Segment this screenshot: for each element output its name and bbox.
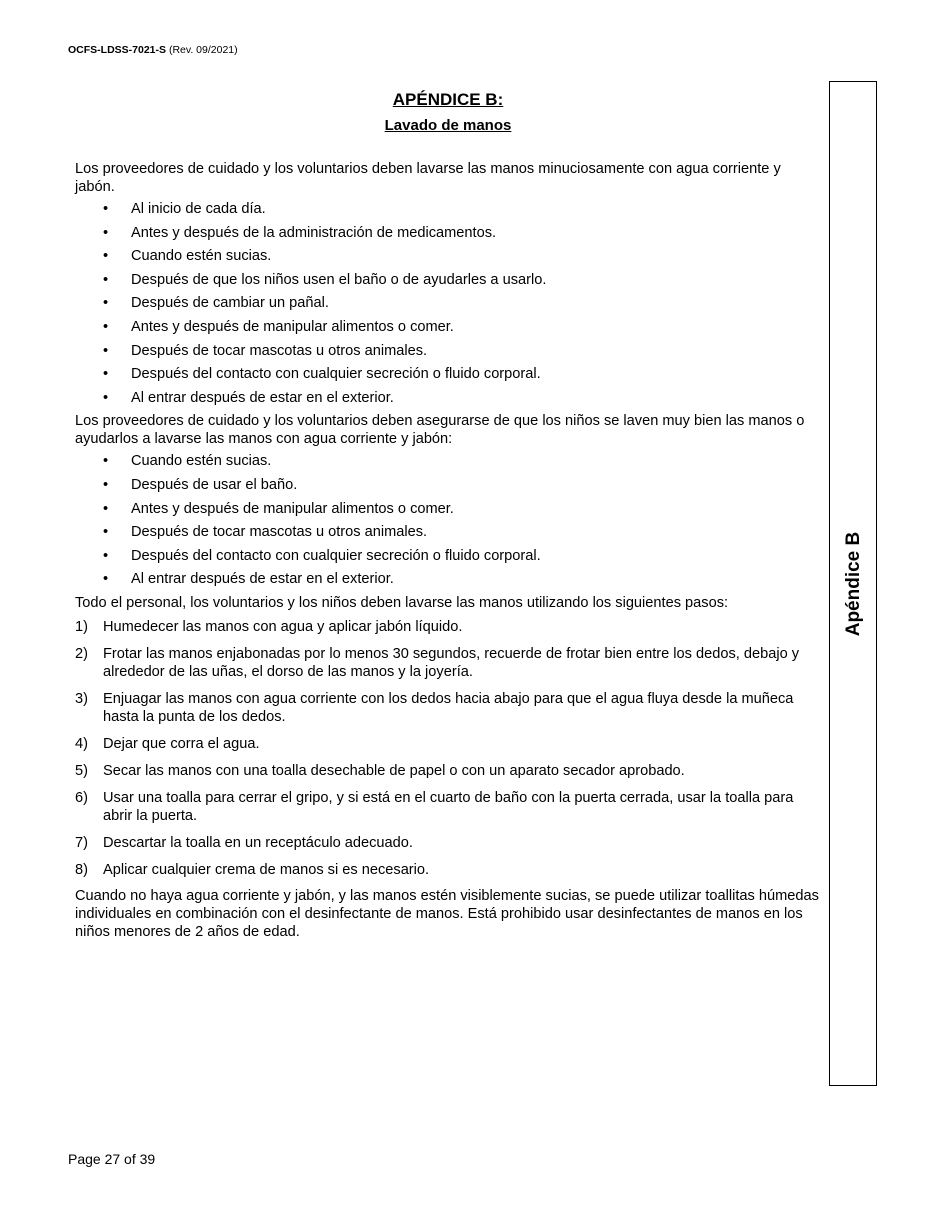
list-item [75,452,823,470]
list-item [75,247,823,265]
bullet-marker: • [103,524,109,541]
side-tab-label: Apéndice B [843,531,864,637]
bullet-marker: • [103,476,109,493]
step-item [75,618,823,636]
numbered-steps-list [75,618,823,879]
list-item [75,500,823,518]
step-item [75,762,823,780]
list-item [75,294,823,312]
list-item [75,547,823,565]
step-number: 7) [75,834,88,851]
step-item [75,861,823,879]
intro-paragraph-3: Todo el personal, los voluntarios y los niños deben lavarse las manos utilizando los siguientes pasos: [75,594,729,611]
bullet-marker: • [103,366,109,383]
list-item-text: Cuando estén sucias. [131,248,272,265]
step-text: Frotar las manos enjabonadas por lo menos 30 segundos, recuerde de frotar bien entre los dedos, debajo y alrededor de las uñas, el dorso de las manos y la joyería. [103,645,800,680]
document-body [75,160,823,941]
bullet-list-children [75,452,823,588]
bullet-marker: • [103,224,109,241]
step-text: Descartar la toalla en un receptáculo adecuado. [103,834,413,851]
step-item [75,735,823,753]
list-item [75,389,823,407]
step-item [75,690,823,726]
step-text: Usar una toalla para cerrar el gripo, y si está en el cuarto de baño con la puerta cerrada, usar la toalla para abrir la puerta. [103,789,794,824]
intro-paragraph-1: Los proveedores de cuidado y los voluntarios deben lavarse las manos minuciosamente con agua corriente y jabón. [75,161,781,195]
step-number: 8) [75,861,88,878]
closing-paragraph: Cuando no haya agua corriente y jabón, y las manos estén visiblemente sucias, se puede utilizar toallitas húmedas individuales en combinación con el desinfectante de manos. Está prohibido usar desinfectantes de manos en los niños menores de 2 años de edad. [75,887,819,940]
list-item [75,570,823,588]
appendix-side-tab [829,81,877,1086]
list-item-text: Antes y después de la administración de medicamentos. [131,224,497,241]
list-item-text: Después del contacto con cualquier secreción o fluido corporal. [131,547,541,564]
bullet-marker: • [103,318,109,335]
list-item-text: Después de cambiar un pañal. [131,295,329,312]
list-item-text: Después de que los niños usen el baño o de ayudarles a usarlo. [131,271,547,288]
step-item [75,834,823,852]
step-text: Dejar que corra el agua. [103,735,260,752]
list-item-text: Después de tocar mascotas u otros animales. [131,342,428,359]
form-revision: (Rev. 09/2021) [168,44,238,56]
bullet-marker: • [103,342,109,359]
bullet-marker: • [103,248,109,265]
list-item [75,200,823,218]
step-number: 3) [75,690,88,707]
step-item [75,789,823,825]
bullet-list-adults [75,200,823,407]
bullet-marker: • [103,500,109,517]
step-number: 5) [75,762,88,779]
step-text: Humedecer las manos con agua y aplicar jabón líquido. [103,618,463,635]
list-item-text: Después del contacto con cualquier secreción o fluido corporal. [131,366,541,383]
page-subtitle: Lavado de manos [384,117,512,134]
intro-paragraph-2: Los proveedores de cuidado y los voluntarios deben asegurarse de que los niños se laven muy bien las manos o ayudarlos a lavarse las manos con agua corriente y jabón: [75,413,805,448]
bullet-marker: • [103,547,109,564]
step-number: 4) [75,735,88,752]
list-item [75,318,823,336]
list-item-text: Después de tocar mascotas u otros animales. [131,524,428,541]
list-item-text: Antes y después de manipular alimentos o comer. [131,500,454,517]
step-text: Secar las manos con una toalla desechable de papel o con un aparato secador aprobado. [103,762,685,779]
bullet-marker: • [103,295,109,312]
list-item-text: Al entrar después de estar en el exterior. [131,389,394,406]
step-item [75,645,823,681]
step-number: 2) [75,645,88,662]
list-item [75,523,823,541]
list-item-text: Antes y después de manipular alimentos o comer. [131,318,454,335]
form-identifier [68,44,238,56]
bullet-marker: • [103,453,109,470]
step-number: 1) [75,618,88,635]
step-number: 6) [75,789,88,806]
list-item-text: Después de usar el baño. [131,476,298,493]
list-item [75,224,823,242]
bullet-marker: • [103,271,109,288]
list-item-text: Al entrar después de estar en el exterior. [131,571,394,588]
step-text: Enjuagar las manos con agua corriente con los dedos hacia abajo para que el agua fluya desde la muñeca hasta la punta de los dedos. [103,690,794,725]
list-item-text: Cuando estén sucias. [131,453,272,470]
bullet-marker: • [103,571,109,588]
list-item [75,476,823,494]
list-item [75,342,823,360]
step-text: Aplicar cualquier crema de manos si es necesario. [103,861,430,878]
form-code: OCFS-LDSS-7021-S [68,44,167,56]
bullet-marker: • [103,389,109,406]
list-item-text: Al inicio de cada día. [131,201,266,217]
page-number: Page 27 of 39 [68,1151,156,1167]
page-title: APÉNDICE B: [392,90,504,109]
list-item [75,271,823,289]
list-item [75,365,823,383]
bullet-marker: • [103,201,109,217]
